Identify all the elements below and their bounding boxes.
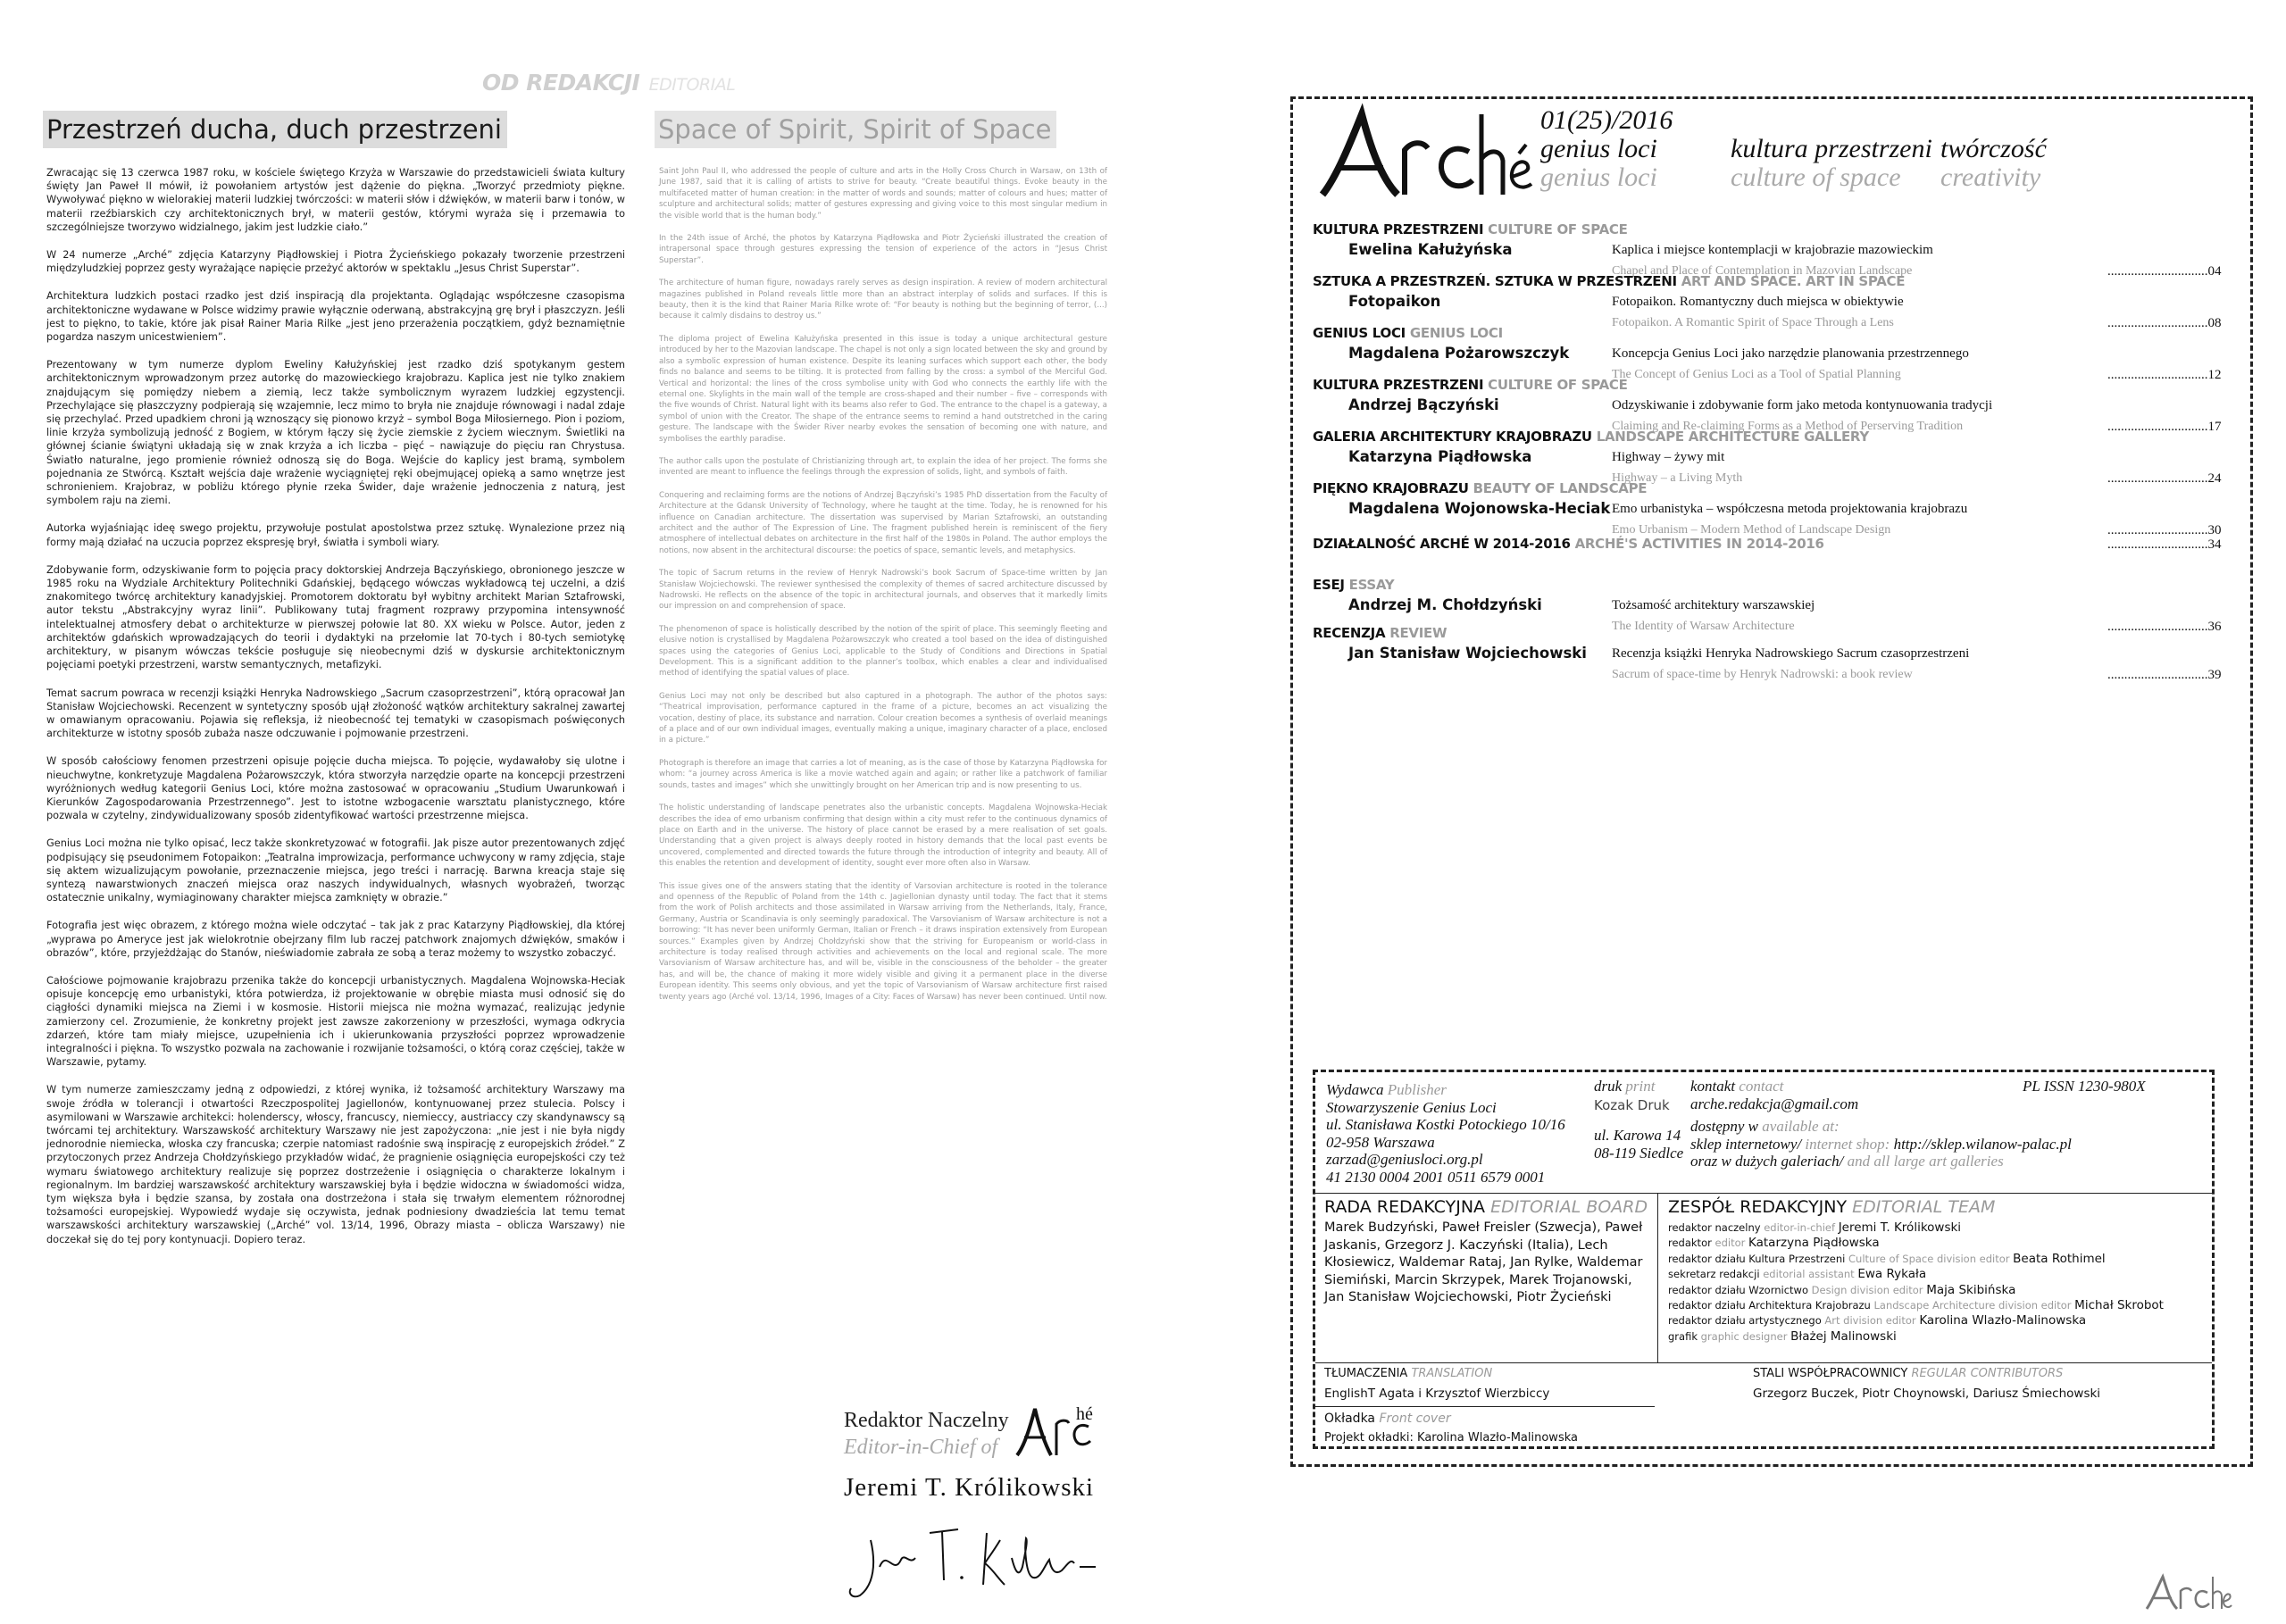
header-creativity-en: creativity bbox=[1940, 162, 2041, 192]
toc-category: KULTURA PRZESTRZENI CULTURE OF SPACE bbox=[1313, 377, 1628, 393]
editorial-team-list bbox=[1668, 1220, 2204, 1345]
issn: PL ISSN 1230-980X bbox=[2023, 1078, 2146, 1095]
svg-text:hé: hé bbox=[1076, 1404, 1093, 1424]
toc-page-number: ..............................36 bbox=[2107, 620, 2222, 634]
toc-category: KULTURA PRZESTRZENI CULTURE OF SPACE bbox=[1313, 221, 1628, 237]
toc-category: SZTUKA A PRZESTRZEŃ. SZTUKA W PRZESTRZENI ART AND SPACE. ART IN SPACE bbox=[1313, 273, 1906, 289]
contributors-body: Grzegorz Buczek, Piotr Choynowski, Dariusz Śmiechowski bbox=[1753, 1387, 2101, 1401]
toc-author: Jan Stanisław Wojciechowski bbox=[1348, 645, 1587, 662]
cover-body: Projekt okładki: Karolina Wlazło-Malinowska bbox=[1324, 1431, 1578, 1445]
toc-page-number: ..............................12 bbox=[2107, 368, 2222, 382]
toc-title: Fotopaikon. Romantyczny duch miejsca w obiektywie bbox=[1612, 295, 1904, 309]
toc-title: Tożsamość architektury warszawskiej bbox=[1612, 598, 1815, 612]
contact-email[interactable]: arche.redakcja@gmail.com bbox=[1690, 1095, 1859, 1112]
english-paragraph: The diploma project of Ewelina Kałużyńska presented in this issue is today a unique architectural gesture introduced by her to the Mazovian landscape. The chapel is not only a sign located between the sky and ground by also a symbolic expression of human existence. Despite its leaning surfaces which support each other, the body finds no balance and seems to be tilting. It is protected from falling by the cross: a symbol of the Merciful God. Vertical and horizontal: the lines of the cross symbolise unity with God who connects the earthly life with the eternal one. Skylights in the main wall of the temple are cross-shaped and their number – five – corresponds with the five wounds of Christ. Natural light with its beams also refer to God. The entrance to the chapel is a gateway, a symbol of union with the Creator. The shape of the entrance seems to remind a hand outstretched in the caring gesture. The landscape with the Świder River nearby evokes the sensation of becoming one with nature, and symbolises the earthly paradise. bbox=[659, 334, 1107, 444]
contributors-heading: STALI WSPÓŁPRACOWNICY REGULAR CONTRIBUTORS bbox=[1753, 1367, 2064, 1380]
toc-entry[interactable] bbox=[1313, 480, 2232, 537]
toc-entry[interactable] bbox=[1313, 273, 2232, 330]
english-paragraph: The architecture of human figure, nowadays rarely serves as design inspiration. A review of modern architectural magazines published in Poland reveals little more than an abstract interplay of solids and surfaces. If this is beauty, then it is the kind that Rainer Maria Rilke wrote of: “For beauty is nothing but the beginning of terror, (...) because it calmly disdains to destroy us.” bbox=[659, 279, 1107, 321]
polish-paragraph: W 24 numerze „Arché” zdjęcia Katarzyny Piądłowskiej i Piotra Życieńskiego pokazały tworzenie przestrzeni międzyludzkiej poprzez gesty wyrażające napięcie przeżyć aktorów w spektaklu „Jesus Christ Superstar”. bbox=[46, 249, 625, 275]
editorial-board-heading: RADA REDAKCYJNA EDITORIAL BOARD bbox=[1324, 1197, 1648, 1217]
toc-category: RECENZJA REVIEW bbox=[1313, 625, 1448, 641]
contact-block: kontakt contact arche.redakcja@gmail.com dostępny w available at: sklep internetowy/ internet shop: http://sklep.wilanow-palac.pl oraz w dużych galeriach/ and all large art galleries bbox=[1690, 1078, 2072, 1170]
toc-title-en: Chapel and Place of Contemplation in Mazovian Landscape bbox=[1612, 264, 1913, 278]
toc-title: Highway – żywy mit bbox=[1612, 450, 1725, 464]
toc-title-en: The Concept of Genius Loci as a Tool of Spatial Planning bbox=[1612, 368, 1901, 381]
english-paragraph: In the 24th issue of Arché, the photos by Katarzyna Piądłowska and Piotr Życieński illustrated the creation of intrapersonal space through gestures expressing the tension of experience of the actors in “Jesus Christ Superstar”. bbox=[659, 234, 1107, 265]
toc-author: Katarzyna Piądłowska bbox=[1348, 448, 1532, 465]
title-english: Space of Spirit, Spirit of Space bbox=[655, 111, 1056, 148]
toc-page-number: ..............................08 bbox=[2107, 316, 2222, 330]
arche-logo bbox=[1315, 105, 1534, 208]
translation-body: EnglishT Agata i Krzysztof Wierzbiccy bbox=[1324, 1387, 1550, 1401]
arche-logo-footer bbox=[2143, 1573, 2232, 1613]
polish-paragraph: Genius Loci można nie tylko opisać, lecz także skonkretyzować w fotografii. Jak pisze autor prezentowanych zdjęć podpisujący się pseudonimem Fotopaikon: „Teatralna improwizacja, performance uchwycony w ramy zdjęcia, staje się aktem wizualizującym powołanie, przeznaczenie miejsca, jego treści i narrację. Barwna kreacja staje się syntezą nawarstwionych znaczeń miejsca oraz naszych indywidualnych, własnych wyobrażeń, tworząc ostatecznie unikalny, wymiaginowany charakter miejsca zamknięty w obrazie.” bbox=[46, 837, 625, 904]
toc-entry[interactable] bbox=[1313, 221, 2232, 279]
header-culture-en: culture of space bbox=[1731, 162, 1901, 192]
toc-page-number: ..............................34 bbox=[2107, 537, 2222, 552]
toc-entry[interactable] bbox=[1313, 625, 2232, 682]
signature-block bbox=[808, 1402, 1112, 1607]
toc-author: Ewelina Kałużyńska bbox=[1348, 241, 1513, 258]
toc-category: DZIAŁALNOŚĆ ARCHÉ W 2014-2016 ARCHÉ'S ACTIVITIES IN 2014-2016 bbox=[1313, 536, 1824, 552]
header-tworczosc: twórczość bbox=[1940, 134, 2047, 163]
toc-author: Fotopaikon bbox=[1348, 293, 1441, 310]
polish-paragraph: Fotografia jest więc obrazem, z którego można wiele odczytać – tak jak z prac Katarzyny Piądłowskiej, dla której „wyprawa po Ameryce jest jak wielokrotnie obejrzany film lub raczej patchwork znajomych dźwięków, smaków i obrazów”, które, przyjeżdżając do Stanów, nieświadomie zabrała ze sobą a teraz możemy to wszystko zobaczyć. bbox=[46, 920, 625, 959]
english-paragraph: The author calls upon the postulate of Christianizing through art, to explain the idea of her project. The forms she invented are meant to influence the feelings through the expression of solids, light, and symbols of faith. bbox=[659, 456, 1107, 478]
polish-paragraph: Prezentowany w tym numerze dyplom Eweliny Kałużyńskiej jest rzadko dziś spotykanym gestem architektonicznym wprowadzonym przez autorkę do mazowieckiego krajobrazu. Kaplica jest nie tylko znakiem znajdującym się pomiędzy niebem a ziemią, lecz także symbolicznym wyrazem ludzkiej egzystencji. Przechylające się płaszczyzny podpierają się wzajemnie, lecz mimo to bryła nie znajduje równowagi i nadal zdaje się przechylać. Przed upadkiem chroni ją wznoszący się pionowo krzyż – symbol Boga Miłosiernego. Pion i poziom, linie krzyża symbolizują jedność z Bogiem, w którym łączy się życie ziemskie z życiem wiecznym. Świetliki na głównej ścianie świątyni układają się w znak krzyża a ich liczba – pięć – nawiązuje do pięciu ran Chrystusa. Światło naturalne, jego promienie również odnoszą się do Boga. Wejście do kaplicy jest bramą, symbolem pojednania ze Stwórcą. Kształt wejścia daje wrażenie wyciągniętej ręki obejmującej opieką a samo wnętrze jest schronieniem. Krajobraz, w pobliżu którego płynie rzeka Świder, daje wrażenie jednoczenia z naturą, jest symbolem raju na ziemi. bbox=[46, 359, 625, 507]
toc-entry[interactable] bbox=[1313, 377, 2232, 434]
toc-page-number: ..............................04 bbox=[2107, 264, 2222, 279]
polish-paragraph: Autorka wyjaśniając ideę swego projektu, przywołuje postulat apostolstwa przez sztukę. Wynalezione przez nią formy mają działać na uczucia poprzez ekspresję brył, światła i symboli wiary. bbox=[46, 522, 625, 548]
header-kultura: kultura przestrzeni bbox=[1731, 134, 1932, 163]
polish-paragraph: W sposób całościowy fenomen przestrzeni opisuje pojęcie ducha miejsca. To pojęcie, wydawałoby się ulotne i nieuchwytne, konkretyzuje Magdalena Pożarowszczyk, która stworzyła narzędzie oparte na koncepcji przestrzeni wyróżnionych według kategorii Genius Loci, które można zastosować w opracowaniu „Studium Uwarunkowań i Kierunków Zagospodarowania Przestrzennego”. Jest to istotne wzbogacenie warsztatu planistycznego, które pozwala w czytelny, zindywidualizowany sposób zidentyfikować wartości przestrzenne miejsca. bbox=[46, 755, 625, 822]
toc-entry[interactable] bbox=[1313, 325, 2232, 382]
polish-paragraph: Zwracając się 13 czerwca 1987 roku, w kościele świętego Krzyża w Warszawie do przedstawicieli świata kultury święty Jan Paweł II mówił, iż powołaniem artystów jest dążenie do piękna. „Tworzyć przedmioty piękne. Wywoływać piękno w wielorakiej materii ludzkiej twórczości: w materii słów i dźwięków, w materii barw i tonów, w materii rzeźbiarskich czy architektonicznych brył, w materii gestów, którymi wyraża się i przemawia to szczególniejsze tworzywo widzialnego, jakim jest ludzkie ciało.” bbox=[46, 167, 625, 233]
cover-heading: Okładka Front cover bbox=[1324, 1412, 1451, 1426]
team-member: grafik graphic designer Błażej Malinowski bbox=[1668, 1328, 1897, 1344]
toc-author: Andrzej Bączyński bbox=[1348, 396, 1499, 413]
toc-category: GALERIA ARCHITEKTURY KRAJOBRAZU LANDSCAPE ARCHITECTURE GALLERY bbox=[1313, 429, 1869, 445]
toc-page-number: ..............................24 bbox=[2107, 471, 2222, 486]
toc-entry[interactable] bbox=[1313, 536, 2232, 552]
team-member: redaktor działu Architektura Krajobrazu Landscape Architecture division editor Michał Skrobot bbox=[1668, 1298, 2164, 1313]
english-paragraph: The holistic understanding of landscape penetrates also the urbanistic concepts. Magdalena Wojnowska-Heciak describes the idea of emo urbanism confirming that design within a city must refer to the continuous dynamics of place on Earth and in the universe. The history of place cannot be erased by a mere realisation of set goals. Understanding that a given project is always deeply rooted in history demands that the local past events be uncovered, complemented and directed towards the future through the introduction of integrity and beauty. All of this enables the retention and development of identity, sought ever more often also in Warsaw. bbox=[659, 804, 1107, 869]
header-genius-loci-en: genius loci bbox=[1540, 162, 1657, 192]
title-polish: Przestrzeń ducha, duch przestrzeni bbox=[43, 111, 507, 148]
team-member: redaktor działu Kultura Przestrzeni Culture of Space division editor Beata Rothimel bbox=[1668, 1251, 2106, 1266]
polish-paragraph: Całościowe pojmowanie krajobrazu przenika także do koncepcji urbanistycznych. Magdalena Wojnowska-Heciak opisuje koncepcję emo urbanistyki, która potwierdza, iż projektowanie w obrębie miasta musi odnosić się do ciągłości dynamiki miejsca na Ziemi i w kosmosie. Historii miejsca nie można wymazać, realizując jedynie zamierzony cel. Zrozumienie, że konkretny projekt jest zawsze zakorzeniony w przeszłości, wymaga odkrycia zdarzeń, które tam miały miejsce, uzupełnienia ich i ukierunkowania przyszłości poprzez wprowadzenie integralności i piękna. To wszystko pozwala na zachowanie i rozwijanie tożsamości, o którą coraz częściej, także w Warszawie, pytamy. bbox=[46, 974, 625, 1069]
toc-title: Koncepcja Genius Loci jako narzędzie planowania przestrzennego bbox=[1612, 346, 1969, 361]
signature-name: Jeremi T. Królikowski bbox=[844, 1473, 1095, 1502]
signature-label-pl: Redaktor Naczelny bbox=[844, 1409, 1009, 1432]
issue-number: 01(25)/2016 bbox=[1540, 105, 1673, 135]
publication-info-box bbox=[1313, 1070, 2215, 1449]
toc-title: Emo urbanistyka – współczesna metoda projektowania krajobrazu bbox=[1612, 502, 1968, 516]
toc-author: Magdalena Pożarowszczyk bbox=[1348, 345, 1570, 362]
team-member: redaktor działu Wzornictwo Design division editor Maja Skibińska bbox=[1668, 1282, 2016, 1297]
toc-page-number: ..............................39 bbox=[2107, 668, 2222, 682]
toc-category: ESEJ ESSAY bbox=[1313, 577, 1395, 593]
english-paragraph: The phenomenon of space is holistically described by the notion of the spirit of place. This seemingly fleeting and elusive notion is crystallised by Magdalena Pożarowszczyk who created a tool based on the idea of distinguished spaces using the categories of Genius Loci, applicable to the Study of Conditions and Directions in Spatial Development. This is a significant addition to the planner’s toolbox, which enables a clear and individualised method of identifying the spatial values of place. bbox=[659, 624, 1107, 679]
polish-paragraph: Temat sacrum powraca w recenzji książki Henryka Nadrowskiego „Sacrum czasoprzestrzeni”, którą opracował Jan Stanisław Wojciechowski. Recenzent w syntetyczny sposób ujął złożoność wątków architektury sakralnej zawartej w omawianym opracowaniu. Pojawia się refleksja, iż nieobecność tej tematyki w czasopismach poświęconych architekturze w istotny sposób zubaża nasze odczuwanie i pojmowanie przestrzeni. bbox=[46, 687, 625, 740]
editorial-text-english bbox=[659, 166, 1107, 1014]
print-company-logo: Kozak Druk bbox=[1594, 1096, 1670, 1113]
toc-title-en: Highway – a Living Myth bbox=[1612, 471, 1743, 485]
arche-logo-small bbox=[1012, 1402, 1110, 1464]
toc-category: PIĘKNO KRAJOBRAZU BEAUTY OF LANDSCAPE bbox=[1313, 480, 1648, 496]
team-member: redaktor naczelny editor-in-chief Jeremi T. Królikowski bbox=[1668, 1220, 1962, 1235]
shop-link[interactable]: http://sklep.wilanow-palac.pl bbox=[1893, 1135, 2072, 1153]
english-paragraph: Genius Loci may not only be described but also captured in a photograph. The author of the photos says: “Theatrical improvisation, performance captured in the frame of a picture, becomes an act visualizing the vocation, destiny of place, its substance and narration. Colour creation becomes a synthesis of overlaid meanings of a place and of our own individual images, eventually making a unique, imaginary character of a place, enclosed in a picture.” bbox=[659, 691, 1107, 745]
team-member: sekretarz redakcji editorial assistant Ewa Rykała bbox=[1668, 1267, 1927, 1282]
section-label: OD REDAKCJI EDITORIAL bbox=[482, 70, 736, 96]
toc-author: Magdalena Wojonowska-Heciak bbox=[1348, 500, 1611, 517]
polish-paragraph: W tym numerze zamieszczamy jedną z odpowiedzi, z której wynika, iż tożsamość architektury Warszawy ma swoje źródła w tolerancji i otwartości Rzeczpospolitej Jagiellonów, kontynuowanej przez stulecia. Polscy i asymilowani w Warszawie architekci: holenderscy, włoscy, francuscy, niemieccy, austriaccy czy skandynawscy są twórcami tej architektury. Warszawskość architektury Warszawy nie jest zapożyczona: „nie jest i nie była nigdy jednorodnie niemiecka, włoska czy francuska; czerpie natomiast radośnie swą inspirację z europejskich źródeł.” Z przytoczonych przez Andrzeja Chołdzyńskiego przykładów widać, że pragnienie osiągnięcia europejskości czy też wymaru światowego architektury realizuje się poprzez dostrzeżenie i osiągnięcia o charakterze lokalnym i regionalnym. Im bardziej warszawskość architektury warszawskiej była i będzie widoczna w świadomości widza, tym większa była i będzie szansa, by została ona dostrzeżona i stała się trwałym elementem różnorodnej tożsamości europejskiej. Wypowiedź wydaje się oczywista, jednak podniesiony dwadzieścia lat temu temat warszawskości architektury warszawskiej („Arché” vol. 13/14, 1996, Obrazy miasta – oblicza Warszawy) nie doczekał się do tej pory kontynuacji. Dopiero teraz. bbox=[46, 1084, 625, 1245]
translation-heading: TŁUMACZENIA TRANSLATION bbox=[1324, 1367, 1493, 1380]
handwritten-signature bbox=[844, 1513, 1112, 1603]
toc-entry[interactable] bbox=[1313, 429, 2232, 486]
signature-label-en: Editor-in-Chief of bbox=[844, 1436, 998, 1459]
toc-title-en: Sacrum of space-time by Henryk Nadrowski: a book review bbox=[1612, 668, 1913, 681]
toc-title-en: Claiming and Re-claiming Forms as a Method of Perserving Tradition bbox=[1612, 420, 1964, 433]
toc-title-en: Emo Urbanism – Modern Method of Landscape Design bbox=[1612, 523, 1891, 537]
toc-page-number: ..............................30 bbox=[2107, 523, 2222, 537]
english-paragraph: This issue gives one of the answers stating that the identity of Varsovian architecture is rooted in the tolerance and openness of the Republic of Poland from the 14th c. Jagiellonian dynasty until today. The fact that it stems from the work of Polish architects and those assimilated in Warsaw arriving from the Netherlands, Italy, France, Germany, Austria or Scandinavia is only seemingly paradoxical. The Varsovianism of Warsaw architecture is not a borrowing: “It has never been uniformly German, Italian or French – it draws inspiration extensively from European sources.” Examples given by Andrzej Chołdzyński show that the striving for Europeanism or world-class in architecture is today realised through activities and achievements on the local and regional scale. The more Varsovianism of Warsaw architecture has, and will be, visible in the consciousness of the beholder – the greater has, and will be, the chance of making it more widely visible and giving it a permanent place in the diverse European identity. This seems only obvious, and yet the topic of Varsovianism of Warsaw architecture first raised twenty years ago (Arché vol. 13/14, 1996, Images of a City: Faces of Warsaw) has never been continued. Until now. bbox=[659, 881, 1107, 1002]
english-paragraph: Saint John Paul II, who addressed the people of culture and arts in the Holly Cross Church in Warsaw, on 13th of June 1987, said that it is calling of artists to strive for beauty. “Create beautiful things. Evoke beauty in the multifaceted matter of human creation: in the matter of words and sounds; matter of colours and hues; matter of sculpture and architectural solids; matter of gestures expressing and giving voice to this most singular medium in the visible world that is the human body.” bbox=[659, 167, 1107, 221]
publisher-block: Wydawca Publisher Stowarzyszenie Genius Loci ul. Stanisława Kostki Potockiego 10/16 02-958 Warszawa zarzad@geniusloci.org.pl 41 2130 0004 2001 0511 6579 0001 bbox=[1326, 1081, 1565, 1186]
editorial-board-members: Marek Budzyński, Paweł Freisler (Szwecja), Paweł Jaskanis, Grzegorz J. Kaczyński (Italia), Lech Kłosiewicz, Waldemar Rataj, Jan Rylke, Waldemar Siemiński, Marcin Skrzypek, Marek Trojanowski, Jan Stanisław Wojciechowski, Piotr Życieński bbox=[1324, 1220, 1643, 1304]
english-paragraph: The topic of Sacrum returns in the review of Henryk Nadrowski’s book Sacrum of Space-time written by Jan Stanisław Wojciechowski. The reviewer synthesised the complexity of themes of sacred architecture discussed by Nadrowski. He reflects on the absence of the topic in architectural journals, and observes that it markedly limits our impression on and comprehension of space. bbox=[659, 569, 1107, 612]
polish-paragraph: Zdobywanie form, odzyskiwanie form to pojęcia pracy doktorskiej Andrzeja Bączyńskiego, obronionego jeszcze w 1985 roku na Wydziale Architektury Politechniki Gdańskiej, będącego wówczas wykładowcą tej uczelni, a dziś znakomitego twórcę architektury kanadyjskiej. Promotorem doktoratu był wybitny architekt Marian Sztafrowski, autor tekstu „Abstrakcyjny wyraz linii”. Publikowany tutaj fragment rozprawy przypomina intensywność intelektualnej atmosfery debat o architekturze w pierwszej połowie lat 80. XX wieku w Polsce. Autor, jeden z architektów gdańskich wprowadzających do teorii i dydaktyki na przełomie lat 70-tych i 80-tych semiotykę architektury, w pisanym wówczas tekście posługuje się nieobecnymi dziś w dyskursie architektonicznym pojęciami poetyki przestrzeni, warstw semantycznych, metafizyki. bbox=[46, 563, 625, 671]
team-member: redaktor działu artystycznego Art division editor Karolina Wlazło-Malinowska bbox=[1668, 1313, 2087, 1328]
team-member: redaktor editor Katarzyna Piądłowska bbox=[1668, 1236, 1880, 1251]
polish-paragraph: Architektura ludzkich postaci rzadko jest dziś inspiracją dla projektanta. Oglądając współczesne czasopisma architektoniczne wydawane w Polsce widzimy prawie wyłącznie oderwaną, abstrakcyjną grę brył i płaszczyzn. Jeśli jest to piękno, to takie, które jak pisał Rainer Maria Rilke „jest jeno przerażenia początkiem, gdyż beznamiętnie pogardza naszym unicestwieniem”. bbox=[46, 290, 626, 344]
toc-title: Kaplica i miejsce kontemplacji w krajobrazie mazowieckim bbox=[1612, 243, 1933, 257]
english-paragraph: Conquering and reclaiming forms are the notions of Andrzej Bączyński’s 1985 PhD dissertation from the Faculty of Architecture at the Gdansk University of Technology, where he taught at the time. Today, he is renowned for his influence on Canadian architecture. The dissertation was supervised by Marian Sztafrowski, an outstanding architect and the author of The Expression of Line. The fragment published herein is reminiscent of the fiery atmosphere of intellectual debates on architecture in the first half of the 1980s in Poland. The author employs the notions, now absent in the architectural discourse: the poetics of space, semantic levels, and metaphysics. bbox=[659, 490, 1107, 555]
print-block: druk print Kozak Druk ul. Karowa 14 08-119 Siedlce bbox=[1594, 1078, 1684, 1162]
toc-category: GENIUS LOCI GENIUS LOCI bbox=[1313, 325, 1503, 341]
toc-title-en: Fotopaikon. A Romantic Spirit of Space Through a Lens bbox=[1612, 316, 1894, 329]
header-genius-loci: genius loci bbox=[1540, 134, 1657, 163]
toc-title-en: The Identity of Warsaw Architecture bbox=[1612, 620, 1795, 633]
toc-author: Andrzej M. Chołdzyński bbox=[1348, 596, 1542, 613]
editorial-text-polish bbox=[46, 166, 625, 1261]
english-paragraph: Photograph is therefore an image that carries a lot of meaning, as is the case of those by Katarzyna Piądłowska for whom: “a journey across America is like a movie watched again and again; or rather like a patchwork of familiar sounds, tastes and images” which she unwittingly brought on her American trip and is now presenting to us. bbox=[659, 758, 1107, 790]
toc-title: Odzyskiwanie i zdobywanie form jako metoda kontynuowania tradycji bbox=[1612, 398, 1993, 412]
toc-title: Recenzja książki Henryka Nadrowskiego Sacrum czasoprzestrzeni bbox=[1612, 646, 1970, 661]
editorial-team-heading: ZESPÓŁ REDAKCYJNY EDITORIAL TEAM bbox=[1668, 1197, 1996, 1217]
toc-page-number: ..............................17 bbox=[2107, 420, 2222, 434]
